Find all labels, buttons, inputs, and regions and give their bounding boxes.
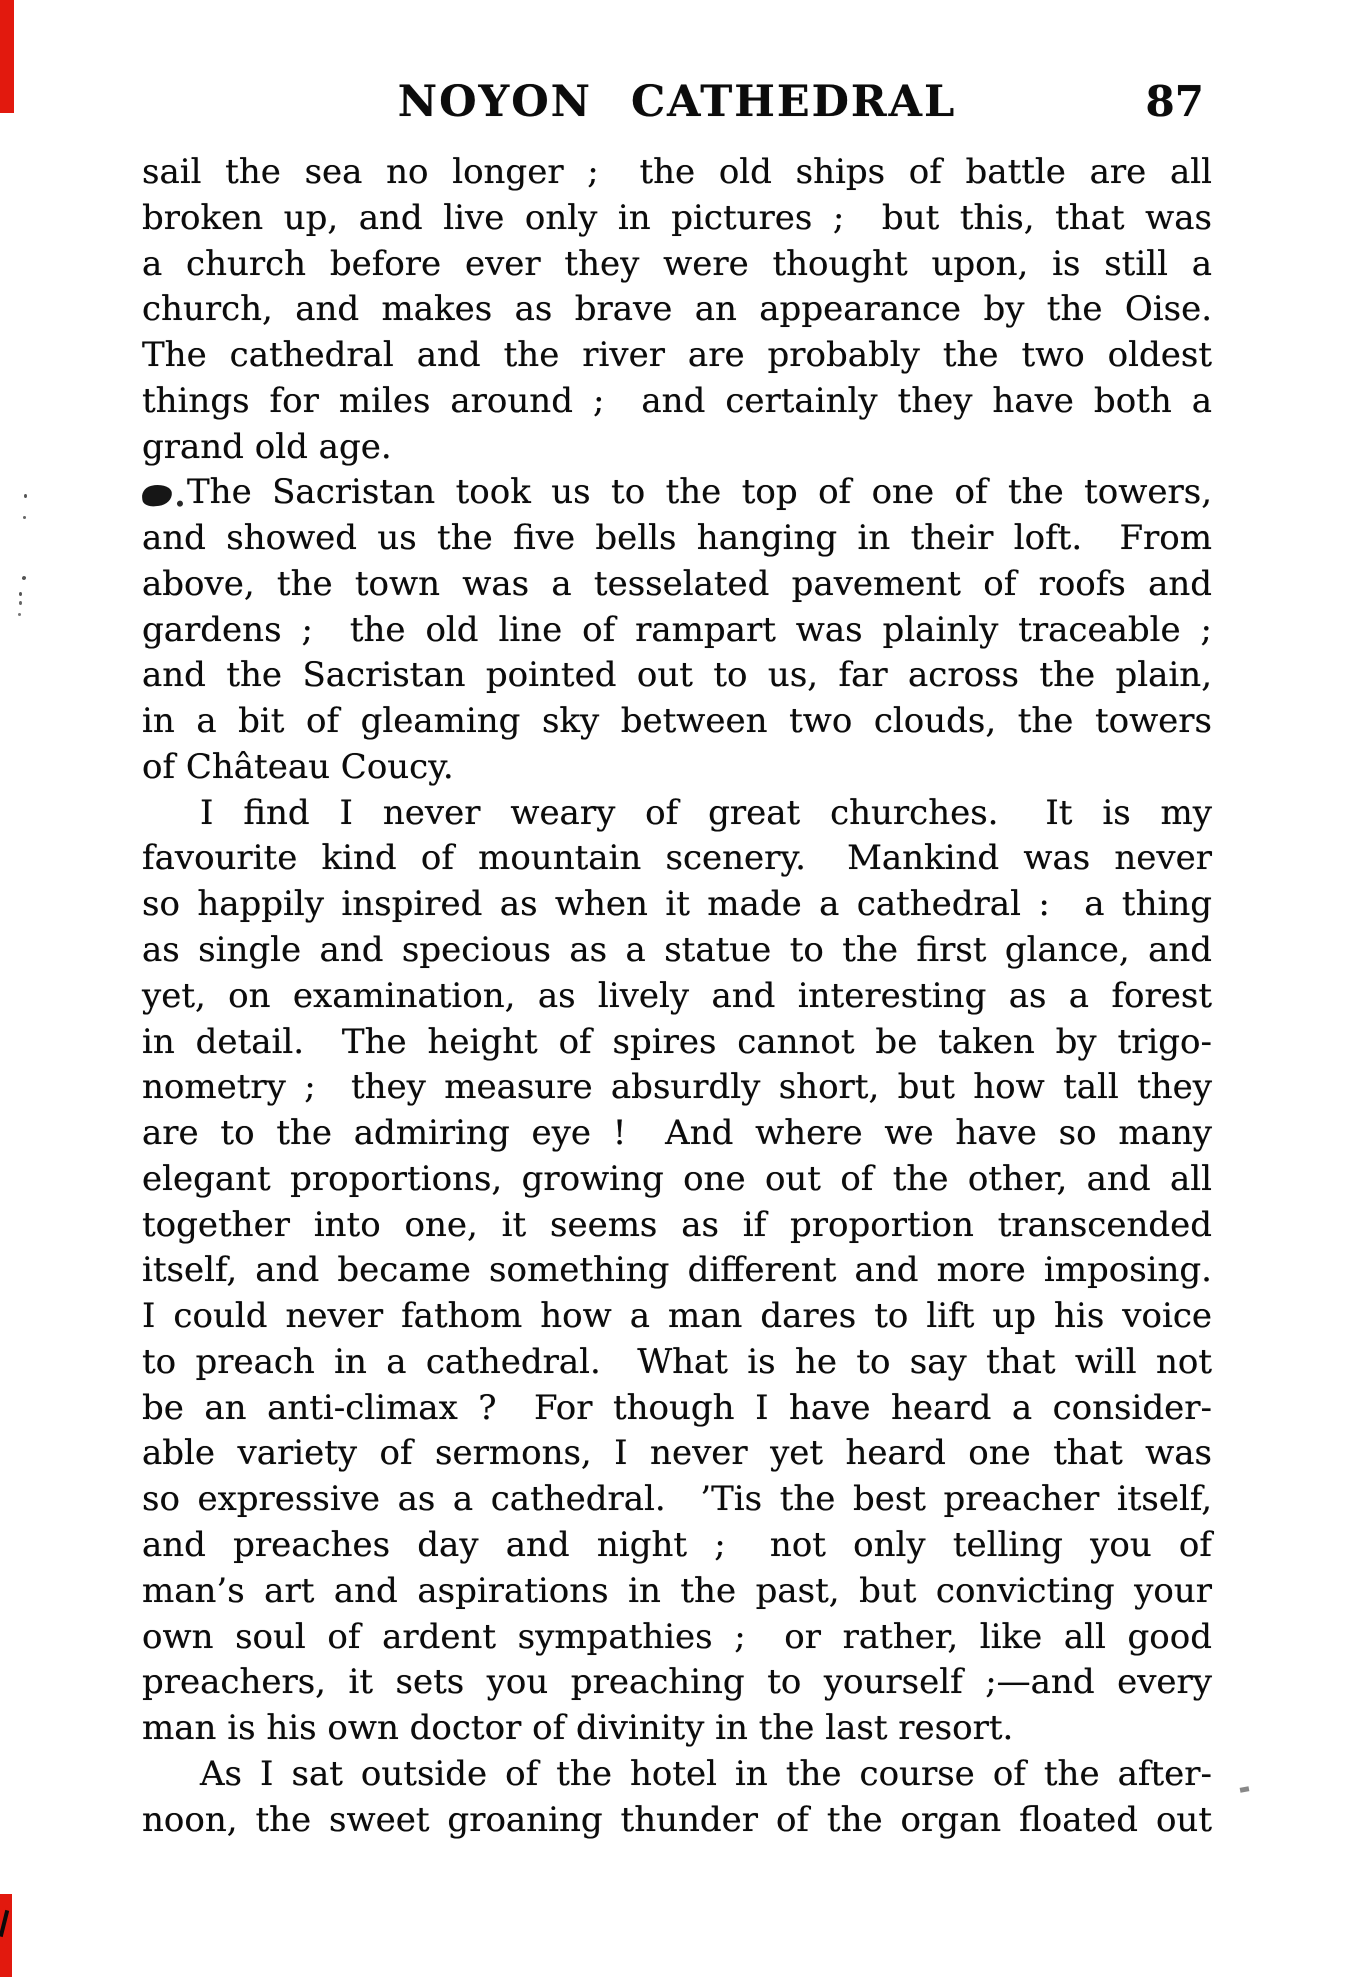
margin-dot bbox=[23, 516, 26, 519]
margin-dot bbox=[18, 613, 21, 616]
text-line: nometry ; they measure absurdly short, but how tall they bbox=[142, 1067, 1212, 1108]
margin-dot bbox=[21, 575, 26, 580]
margin-dot bbox=[19, 592, 22, 596]
text-line: itself, and became something different and more imposing. bbox=[142, 1250, 1212, 1291]
text-line: favourite kind of mountain scenery. Mankind was never bbox=[142, 838, 1212, 879]
text-line: as single and specious as a statue to the first glance, and bbox=[142, 930, 1212, 971]
text-line: own soul of ardent sympathies ; or rather, like all good bbox=[142, 1616, 1212, 1657]
text-line: church, and makes as brave an appearance by the Oise. bbox=[142, 289, 1212, 330]
text-line: to preach in a cathedral. What is he to say that will not bbox=[142, 1341, 1212, 1382]
margin-dot bbox=[24, 494, 27, 498]
text-line: sail the sea no longer ; the old ships of battle are all bbox=[142, 152, 1212, 192]
text-line: things for miles around ; and certainly they have both a bbox=[142, 380, 1212, 421]
text-line: The cathedral and the river are probably the two oldest bbox=[142, 335, 1212, 376]
running-title: NOYON CATHEDRAL bbox=[397, 77, 957, 127]
text-line: grand old age. bbox=[142, 426, 392, 467]
text-line: in detail. The height of spires cannot be taken by trigo- bbox=[142, 1021, 1212, 1062]
text-line: preachers, it sets you preaching to yourself ;—and every bbox=[142, 1662, 1212, 1703]
text-line: of Château Coucy. bbox=[142, 746, 454, 787]
text-line: man’s art and aspirations in the past, but convicting your bbox=[142, 1570, 1212, 1611]
text-line: so expressive as a cathedral. ’Tis the best preacher itself, bbox=[142, 1479, 1212, 1520]
text-line: and the Sacristan pointed out to us, far across the plain, bbox=[142, 655, 1212, 696]
text-line: so happily inspired as when it made a cathedral : a thing bbox=[142, 884, 1212, 925]
text-line: are to the admiring eye ! And where we have so many bbox=[142, 1113, 1212, 1154]
text-line: I find I never weary of great churches. It is my bbox=[200, 792, 1212, 833]
text-line: a church before ever they were thought upon, is still a bbox=[142, 243, 1212, 284]
text-line: together into one, it seems as if proportion transcended bbox=[142, 1204, 1212, 1245]
text-line: gardens ; the old line of rampart was plainly traceable ; bbox=[142, 609, 1212, 650]
text-line: be an anti-climax ? For though I have heard a consider- bbox=[142, 1387, 1212, 1428]
text-line: above, the town was a tesselated pavement of roofs and bbox=[142, 563, 1212, 604]
margin-dot bbox=[19, 601, 22, 605]
text-line: in a bit of gleaming sky between two clouds, the towers bbox=[142, 701, 1212, 742]
text-line: and showed us the five bells hanging in their loft. From bbox=[142, 518, 1212, 559]
text-line: broken up, and live only in pictures ; but this, that was bbox=[142, 197, 1212, 238]
text-line: man is his own doctor of divinity in the last resort. bbox=[142, 1708, 1014, 1749]
text-line: The Sacristan took us to the top of one of the towers, bbox=[142, 470, 1212, 516]
text-line: able variety of sermons, I never yet heard one that was bbox=[142, 1433, 1212, 1474]
text-line: As I sat outside of the hotel in the course of the after- bbox=[200, 1753, 1212, 1794]
text-line: and preaches day and night ; not only telling you of bbox=[142, 1524, 1212, 1565]
text-line: elegant proportions, growing one out of the other, and all bbox=[142, 1158, 1212, 1199]
text-line: I could never fathom how a man dares to lift up his voice bbox=[142, 1296, 1212, 1337]
text-column bbox=[142, 150, 1212, 1843]
page-number: 87 bbox=[1145, 77, 1204, 126]
text-line: yet, on examination, as lively and interesting as a forest bbox=[142, 975, 1212, 1016]
stray-mark bbox=[1240, 1786, 1250, 1792]
page-header bbox=[142, 76, 1212, 128]
page-edge-red-top bbox=[0, 0, 14, 113]
text-line: noon, the sweet groaning thunder of the organ floated out bbox=[142, 1799, 1212, 1840]
ink-smudge-mark bbox=[141, 484, 173, 508]
